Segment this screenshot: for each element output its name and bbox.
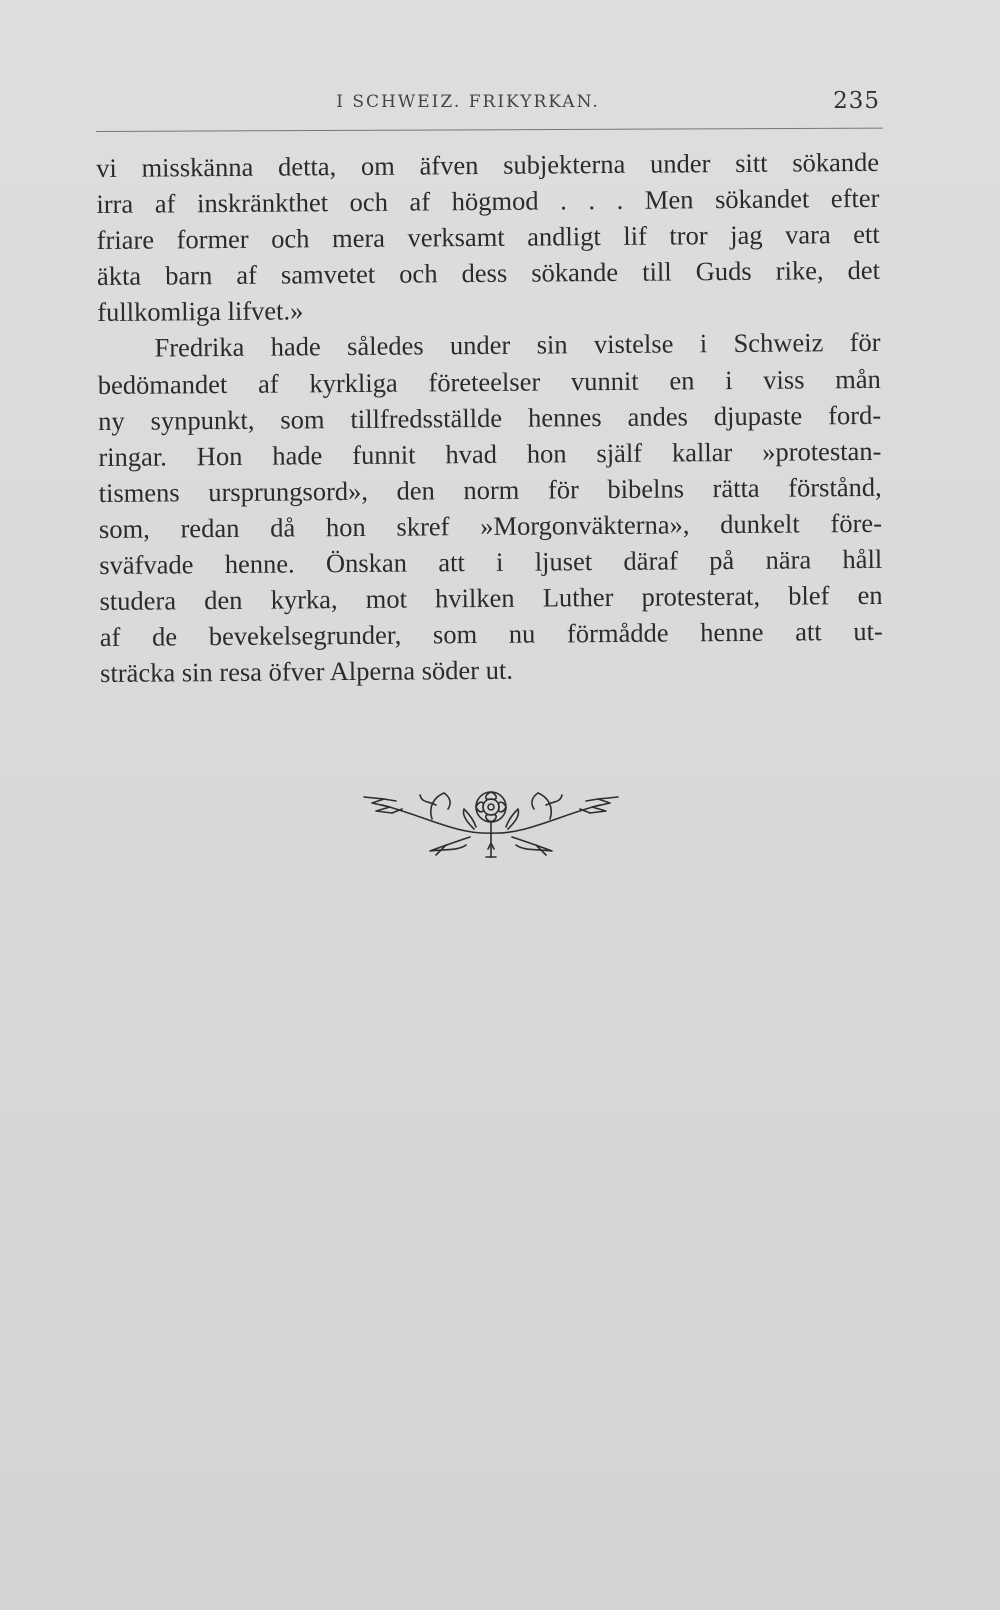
header-rule: [96, 128, 883, 132]
paragraph-end-line: sträcka sin resa öfver Alperna söder ut.: [99, 655, 514, 689]
paragraph-start-line: Fredrika hade således under sin vistelse i Schweiz för: [154, 327, 881, 364]
text-line: irra af inskränkthet och af högmod . . . Men sökandet efter: [96, 182, 880, 220]
page-number: 235: [833, 88, 880, 114]
text-line: vi misskänna detta, om äfven subjekterna under sitt sökande: [96, 146, 880, 183]
running-title: I SCHWEIZ. FRIKYRKAN.: [336, 92, 600, 112]
text-line: äkta barn af samvetet och dess sökande till Guds rike, det: [96, 255, 881, 292]
text-line: sväfvade henne. Önskan att i ljuset däraf på nära håll: [99, 543, 883, 581]
text-line: studera den kyrka, mot hvilken Luther protesterat, blef en: [99, 579, 883, 617]
text-line: af de bevekelsegrunder, som nu förmådde henne att ut-: [99, 616, 883, 653]
text-line: som, redan då hon skref »Morgonväkterna», dunkelt före-: [98, 507, 883, 544]
text-line: tismens ursprungsord», den norm för bibelns rätta förstånd,: [98, 471, 882, 508]
text-line: friare former och mera verksamt andligt lif tror jag vara ett: [96, 219, 880, 256]
body-text: [96, 144, 883, 692]
paragraph-end-line: fullkomliga lifvet.»: [97, 295, 304, 328]
text-line: bedömandet af kyrkliga företeelser vunnit en i viss mån: [97, 363, 881, 400]
text-line: ny synpunkt, som tillfredsställde hennes andes djupaste ford-: [98, 399, 882, 436]
running-head: [96, 90, 880, 120]
floral-rose-ornament-icon: [362, 785, 620, 865]
text-line: ringar. Hon hade funnit hvad hon själf kallar »protestan-: [98, 435, 882, 472]
